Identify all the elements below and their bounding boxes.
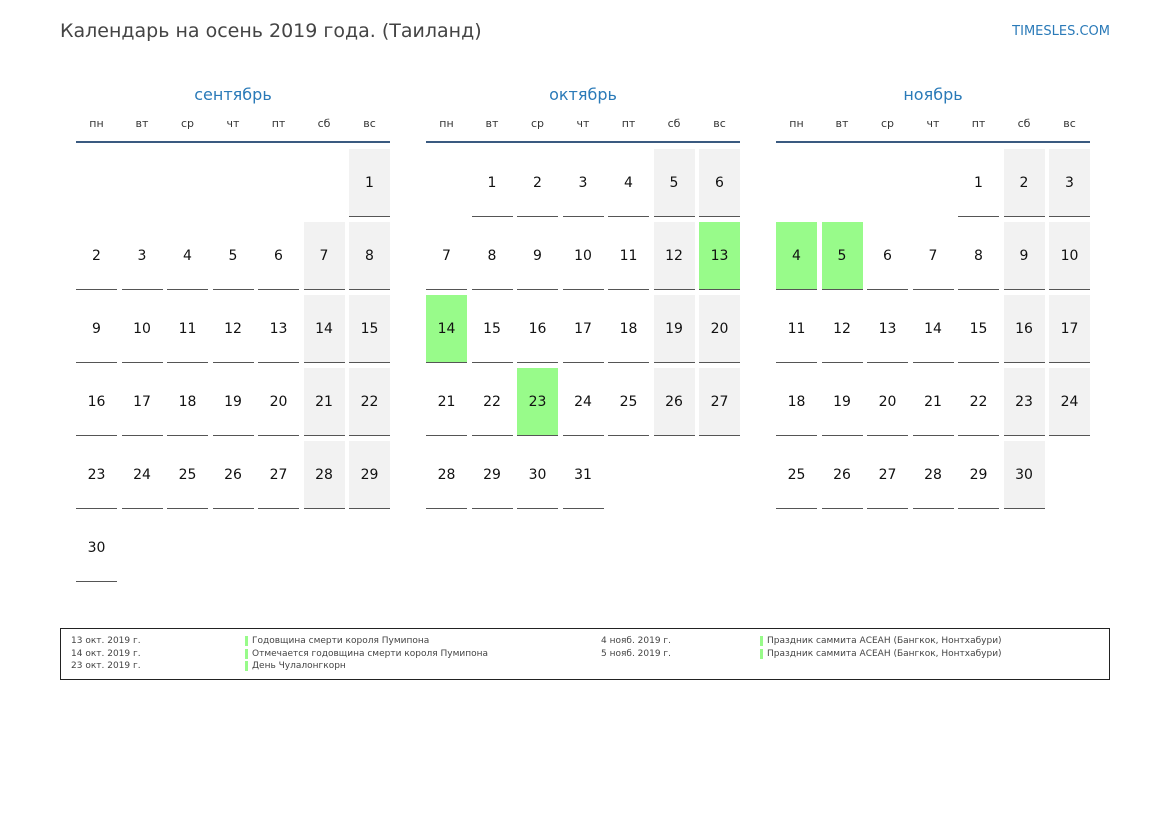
day-cell: 28 [426,441,467,509]
day-cell: 7 [304,222,345,290]
holiday-day-cell: 13 [699,222,740,290]
day-cell: 13 [867,295,908,363]
page-title: Календарь на осень 2019 года. (Таиланд) [60,20,482,42]
weekday-label: вс [713,117,726,130]
day-cell: 5 [213,222,254,290]
weekday-header [426,113,740,143]
day-cell: 20 [258,368,299,436]
day-cell: 25 [167,441,208,509]
day-cell: 29 [349,441,390,509]
month-november [776,84,1090,509]
holiday-day-cell: 4 [776,222,817,290]
day-cell: 10 [122,295,163,363]
weekday-label: чт [226,117,240,130]
legend-date: 4 нояб. 2019 г. [601,636,672,646]
legend-date: 13 окт. 2019 г. [71,636,141,646]
day-cell: 22 [958,368,999,436]
day-cell: 18 [167,368,208,436]
day-cell: 1 [958,149,999,217]
day-cell: 27 [699,368,740,436]
day-cell: 17 [563,295,604,363]
day-cell: 6 [867,222,908,290]
day-cell: 25 [608,368,649,436]
day-cell: 12 [822,295,863,363]
day-cell: 31 [563,441,604,509]
day-cell: 20 [699,295,740,363]
day-cell: 1 [349,149,390,217]
day-cell: 9 [76,295,117,363]
day-cell: 1 [472,149,513,217]
day-cell: 26 [654,368,695,436]
day-cell: 15 [958,295,999,363]
weekday-label: пн [789,117,804,130]
day-cell: 16 [517,295,558,363]
month-title: ноябрь [903,85,963,104]
days-grid [76,149,390,582]
day-cell: 24 [563,368,604,436]
holiday-legend [60,628,1110,680]
day-cell: 9 [1004,222,1045,290]
day-cell: 11 [776,295,817,363]
weekday-label: чт [576,117,590,130]
day-cell: 7 [426,222,467,290]
day-cell: 10 [563,222,604,290]
weekday-label: вс [363,117,376,130]
weekday-label: пт [271,117,286,130]
day-cell: 8 [349,222,390,290]
day-cell: 4 [167,222,208,290]
day-cell: 24 [1049,368,1090,436]
empty-cell [867,149,908,217]
weekday-label: вт [135,117,149,130]
legend-holiday-name: Праздник саммита АСЕАН (Бангкок, Нонтхабури) [760,635,1002,648]
day-cell: 7 [913,222,954,290]
empty-cell [913,149,954,217]
day-cell: 6 [699,149,740,217]
day-cell: 6 [258,222,299,290]
day-cell: 14 [304,295,345,363]
empty-cell [776,149,817,217]
day-cell: 22 [472,368,513,436]
day-cell: 25 [776,441,817,509]
day-cell: 3 [1049,149,1090,217]
weekday-label: сб [667,117,681,130]
day-cell: 18 [608,295,649,363]
day-cell: 15 [472,295,513,363]
weekday-header [776,113,1090,143]
day-cell: 2 [76,222,117,290]
day-cell: 30 [76,514,117,582]
day-cell: 2 [517,149,558,217]
day-cell: 3 [563,149,604,217]
day-cell: 23 [1004,368,1045,436]
day-cell: 8 [958,222,999,290]
legend-holiday-name: День Чулалонгкорн [245,660,488,673]
month-october [426,84,740,509]
empty-cell [426,149,467,217]
legend-dates-left [71,635,141,673]
empty-cell [304,149,345,217]
day-cell: 21 [426,368,467,436]
weekday-label: вс [1063,117,1076,130]
day-cell: 20 [867,368,908,436]
empty-cell [213,149,254,217]
day-cell: 28 [913,441,954,509]
day-cell: 13 [258,295,299,363]
weekday-label: пт [621,117,636,130]
day-cell: 17 [1049,295,1090,363]
legend-names-right [760,635,1002,660]
weekday-label: вт [485,117,499,130]
day-cell: 29 [472,441,513,509]
day-cell: 21 [913,368,954,436]
day-cell: 4 [608,149,649,217]
weekday-label: ср [530,117,545,130]
day-cell: 24 [122,441,163,509]
day-cell: 27 [258,441,299,509]
weekday-label: ср [180,117,195,130]
day-cell: 9 [517,222,558,290]
day-cell: 29 [958,441,999,509]
days-grid [776,149,1090,509]
empty-cell [258,149,299,217]
weekday-label: пн [89,117,104,130]
day-cell: 22 [349,368,390,436]
weekday-label: пн [439,117,454,130]
day-cell: 16 [1004,295,1045,363]
day-cell: 28 [304,441,345,509]
day-cell: 27 [867,441,908,509]
day-cell: 11 [608,222,649,290]
holiday-day-cell: 23 [517,368,558,436]
day-cell: 17 [122,368,163,436]
day-cell: 10 [1049,222,1090,290]
legend-date: 23 окт. 2019 г. [71,661,141,671]
day-cell: 21 [304,368,345,436]
day-cell: 14 [913,295,954,363]
legend-date: 5 нояб. 2019 г. [601,648,672,659]
day-cell: 12 [213,295,254,363]
legend-names-left [245,635,488,673]
month-september [76,84,390,582]
day-cell: 8 [472,222,513,290]
day-cell: 19 [654,295,695,363]
weekday-label: сб [317,117,331,130]
day-cell: 16 [76,368,117,436]
legend-holiday-name: Отмечается годовщина смерти короля Пумипона [245,648,488,661]
holiday-day-cell: 14 [426,295,467,363]
weekday-header [76,113,390,143]
site-link[interactable]: TIMESLES.COM [1012,24,1110,39]
days-grid [426,149,740,509]
weekday-label: пт [971,117,986,130]
day-cell: 26 [213,441,254,509]
holiday-day-cell: 5 [822,222,863,290]
month-title: октябрь [549,85,617,104]
day-cell: 3 [122,222,163,290]
day-cell: 18 [776,368,817,436]
legend-dates-right [601,635,671,660]
empty-cell [822,149,863,217]
day-cell: 12 [654,222,695,290]
empty-cell [76,149,117,217]
weekday-label: сб [1017,117,1031,130]
day-cell: 11 [167,295,208,363]
weekday-label: ср [880,117,895,130]
legend-holiday-name: Годовщина смерти короля Пумипона [245,635,488,648]
weekday-label: вт [835,117,849,130]
day-cell: 5 [654,149,695,217]
day-cell: 23 [76,441,117,509]
legend-date: 14 окт. 2019 г. [71,648,141,659]
day-cell: 30 [517,441,558,509]
empty-cell [122,149,163,217]
day-cell: 19 [822,368,863,436]
day-cell: 15 [349,295,390,363]
day-cell: 2 [1004,149,1045,217]
legend-holiday-name: Праздник саммита АСЕАН (Бангкок, Нонтхабури) [760,648,1002,661]
month-title: сентябрь [194,85,272,104]
empty-cell [167,149,208,217]
day-cell: 19 [213,368,254,436]
day-cell: 30 [1004,441,1045,509]
day-cell: 26 [822,441,863,509]
weekday-label: чт [926,117,940,130]
